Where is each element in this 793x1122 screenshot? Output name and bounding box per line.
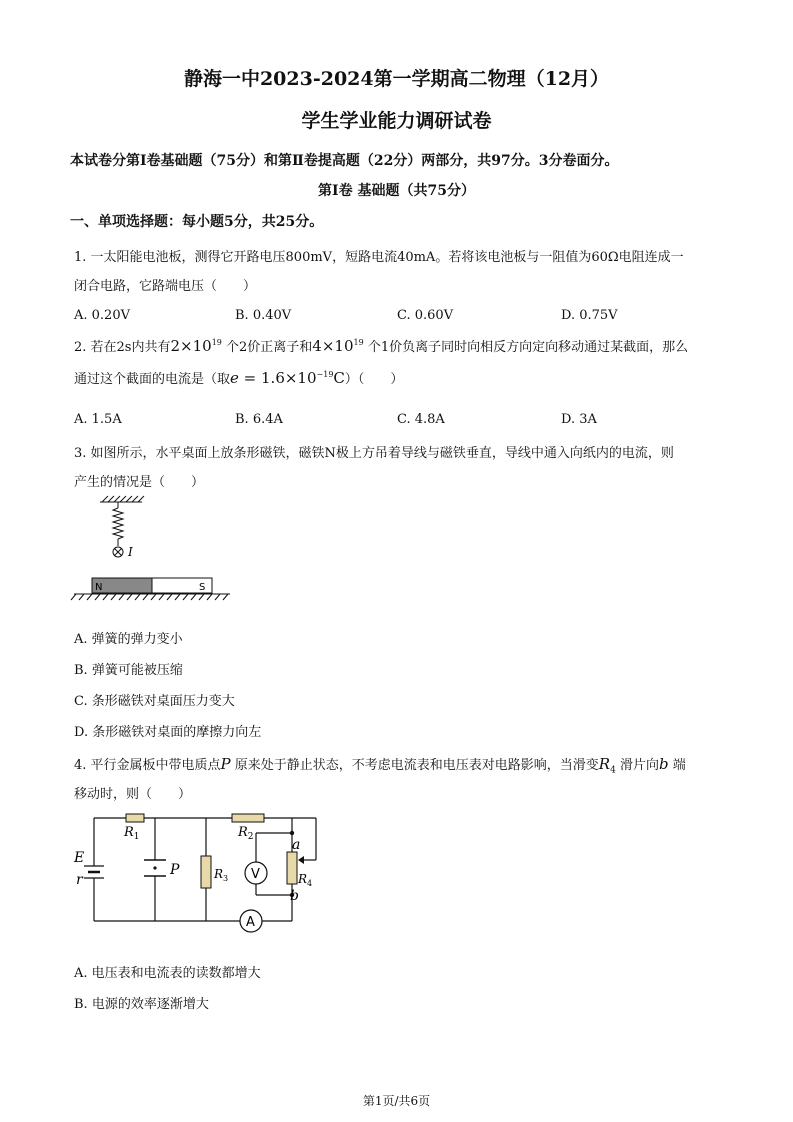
q4-r4-sub: 4 [610,765,616,776]
q1-stem-line2: 闭合电路，它路端电压（ ） [74,279,257,294]
q4-option-a: A. 电压表和电流表的读数都增大 [74,966,261,981]
q2-charge-exp: −19 [316,370,334,379]
q2-count1-base: 2×10 [170,337,212,355]
q4-mid: 原来处于静止状态，不考虑电流表和电压表对电路影响，当滑变 [230,758,599,773]
wire-into-page-icon [113,547,123,557]
label-a-meter: A [246,915,255,930]
q1-option-d: D. 0.75V [561,308,618,323]
q1-option-a: A. 0.20V [74,308,130,323]
q3-option-b: B. 弹簧可能被压缩 [74,663,183,678]
q4-b-var: b [658,755,669,773]
q2-charge [230,369,345,387]
resistor-r3 [201,856,211,888]
q4-r4-var: R [598,755,611,773]
q2-prefix: 2. 若在2s内共有 [74,340,171,355]
q4-p-var: P [220,755,231,773]
q2-option-c: C. 4.8A [397,412,445,427]
part-heading: 第Ⅰ卷 基础题（共75分） [318,183,475,199]
node-a [290,831,294,835]
q3-figure [70,494,240,609]
q4-mid2: 滑片向 [615,758,659,773]
q3-option-c: C. 条形磁铁对桌面压力变大 [74,694,235,709]
q3-option-a: A. 弹簧的弹力变小 [74,632,183,647]
table-surface [71,594,230,600]
label-e: E [74,850,85,866]
spring [113,502,123,546]
exam-subtitle: 学生学业能力调研试卷 [301,110,492,132]
q2-count2 [312,337,363,355]
q2-stem-line1 [74,336,688,355]
q2-option-a: A. 1.5A [74,412,122,427]
q2-line2-prefix: 通过这个截面的电流是（取 [74,372,231,387]
q3-stem-line2: 产生的情况是（ ） [74,475,205,490]
q1-option-c: C. 0.60V [397,308,454,323]
label-r4: $R_4$ [298,872,313,888]
slider-arrow-icon [298,856,304,864]
q3-option-d: D. 条形磁铁对桌面的摩擦力向左 [74,725,262,740]
q4-stem-line2: 移动时，则（ ） [74,787,192,802]
label-r: r [76,872,83,888]
exam-info: 本试卷分第Ⅰ卷基础题（75分）和第Ⅱ卷提高题（22分）两部分，共97分。3分卷面分。 [70,153,619,169]
q2-option-b: B. 6.4A [235,412,283,427]
q2-stem-line2 [74,368,403,387]
label-b: b [290,888,299,904]
q2-mid: 个2价正离子和 [226,340,313,355]
q2-suffix: 个1价负离子同时向相反方向定向移动通过某截面，那么 [367,340,689,355]
q2-count2-exp: 19 [353,338,364,347]
label-a: a [292,837,301,853]
ceiling-hatch [100,496,144,502]
section-heading: 一、单项选择题：每小题5分，共25分。 [70,214,324,230]
q4-prefix: 4. 平行金属板中带电质点 [74,758,221,773]
battery-icon [84,866,104,878]
q1-option-b: B. 0.40V [235,308,292,323]
q4-option-b: B. 电源的效率逐渐增大 [74,997,209,1012]
q2-charge-eq: = 1.6×10 [238,369,317,387]
q2-charge-var: e [230,369,239,387]
q2-charge-unit: C [333,369,345,387]
q4-stem-line1 [74,754,686,776]
q4-circuit-figure [70,808,330,938]
label-r2: $R_2$ [238,825,254,842]
label-r1: $R_1$ [124,825,140,842]
q2-option-d: D. 3A [561,412,597,427]
label-v: V [251,867,260,882]
q1-stem-line1: 1. 一太阳能电池板，测得它开路电压800mV，短路电流40mA。若将该电池板与一阻值为60Ω电阻连成一 [74,250,684,265]
magnet-s-label: S [199,582,206,593]
q2-line2-suffix: ）（ ） [344,372,404,387]
label-r3: $R_3$ [214,867,229,883]
q2-count2-base: 4×10 [312,337,354,355]
q2-count1-exp: 19 [211,338,222,347]
resistor-r1 [126,814,144,822]
charged-particle-p [153,866,156,869]
resistor-r4 [287,852,297,884]
current-label: I [128,545,133,559]
q4-suffix: 端 [668,758,686,773]
resistor-r2 [232,814,264,822]
label-p: P [170,862,180,878]
exam-title: 静海一中2023-2024第一学期高二物理（12月） [183,68,610,90]
q2-count1 [170,337,221,355]
q3-stem-line1: 3. 如图所示，水平桌面上放条形磁铁，磁铁N极上方吊着导线与磁铁垂直，导线中通入向纸内的电流，则 [74,446,674,461]
bar-magnet [92,578,212,593]
magnet-n-label: N [95,582,103,593]
page-number: 第1页/共6页 [362,1094,431,1108]
